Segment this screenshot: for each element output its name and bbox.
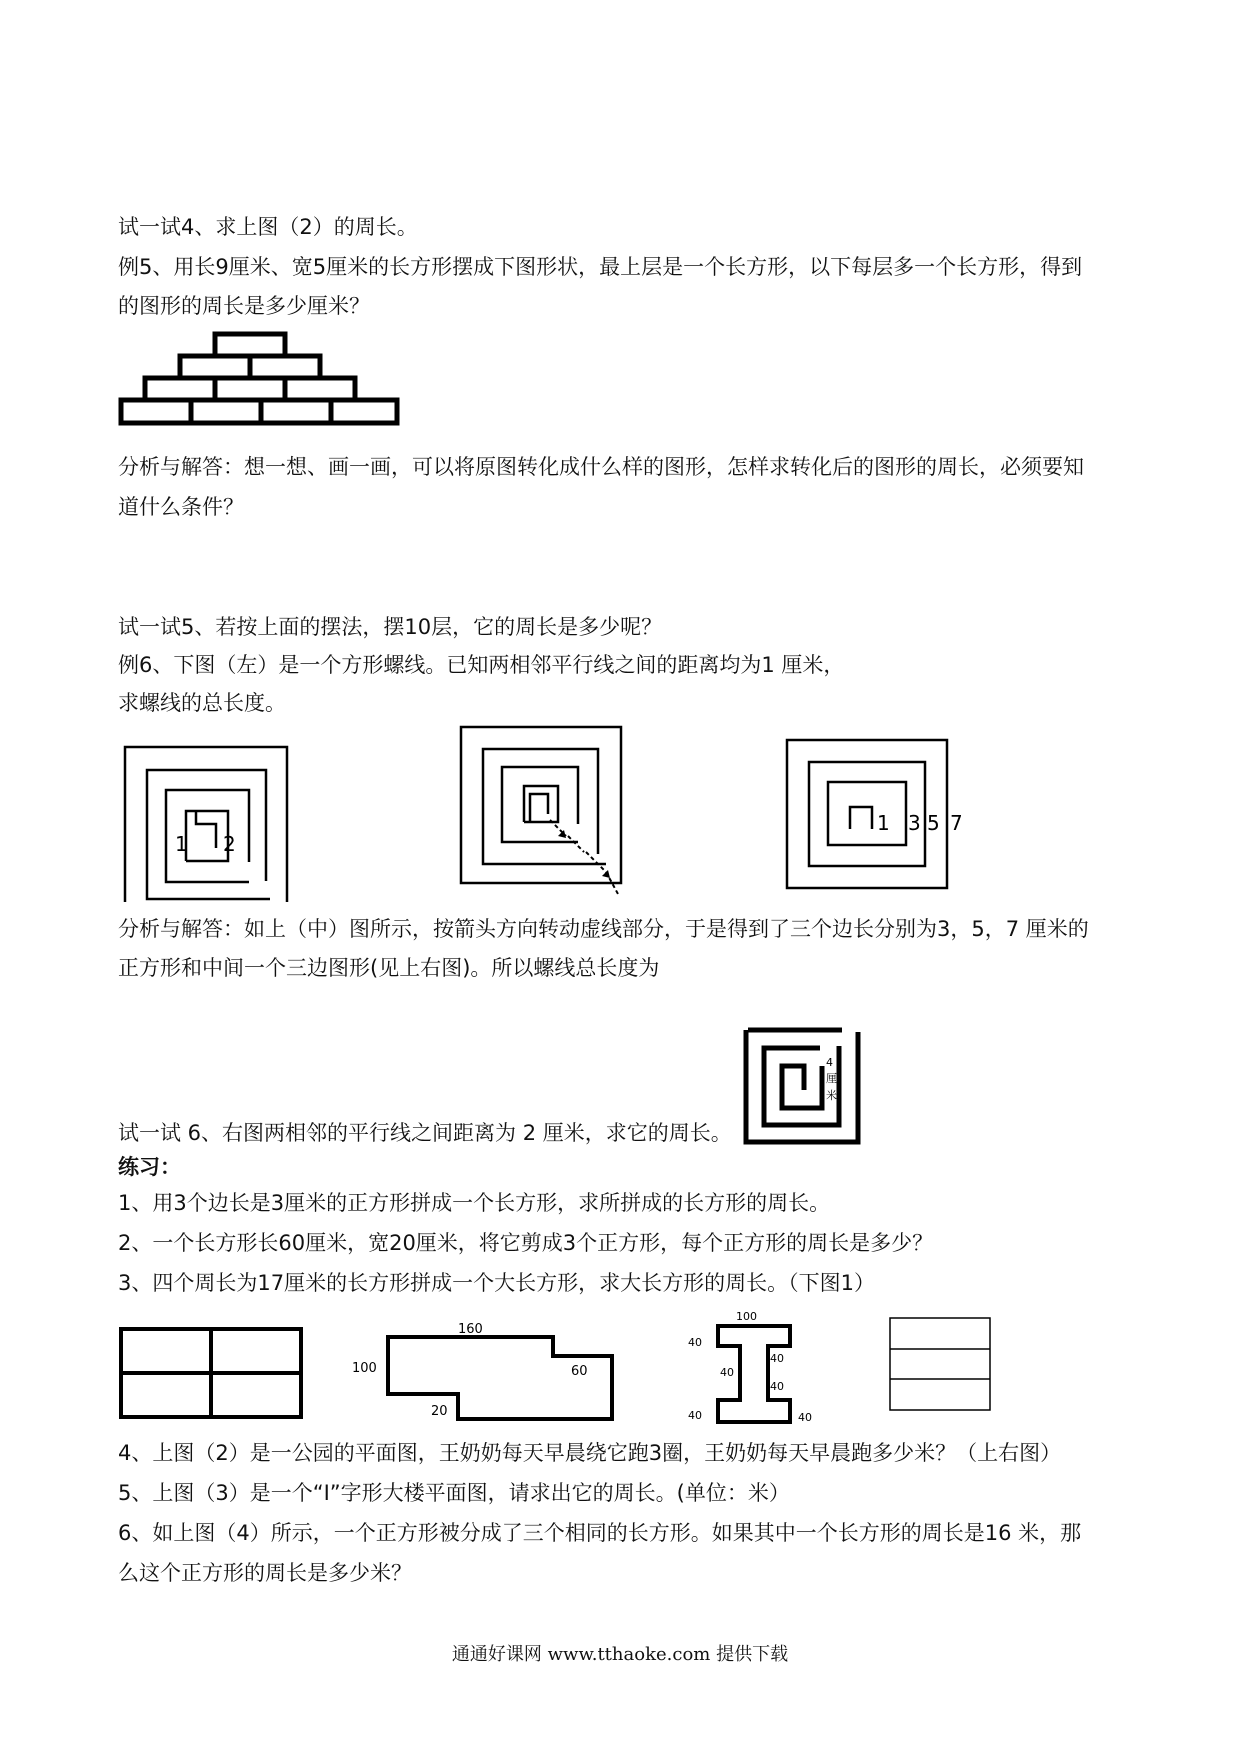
practice-2: 2、一个长方形长60厘米，宽20厘米，将它剪成3个正方形，每个正方形的周长是多少？	[118, 1231, 934, 1255]
park-label-60: 60	[571, 1364, 588, 1379]
spiral-right-label-3: 3	[908, 811, 921, 835]
practice-1: 1、用3个边长是3厘米的正方形拼成一个长方形，求所拼成的长方形的周长。	[118, 1191, 831, 1215]
practice-5: 5、上图（3）是一个“I”字形大楼平面图，请求出它的周长。(单位：米）	[118, 1481, 790, 1505]
spiral-right-figure	[784, 737, 968, 892]
spiral-middle-figure	[458, 724, 628, 902]
practice-6-line-1: 6、如上图（4）所示，一个正方形被分成了三个相同的长方形。如果其中一个长方形的周长是16 米，那	[118, 1521, 1082, 1545]
spiral-right-label-1: 1	[877, 811, 890, 835]
try5-text: 试一试5、若按上面的摆法，摆10层，它的周长是多少呢？	[118, 615, 663, 639]
example5-text-2: 的图形的周长是多少厘米？	[118, 294, 370, 318]
figure1-four-rectangles	[118, 1326, 304, 1422]
ibeam-label-40-e: 40	[688, 1409, 702, 1422]
page-footer: 通通好课网 www.tthaoke.com 提供下载	[451, 1644, 789, 1665]
spiral-right-label-7: 7	[950, 811, 963, 835]
figure2-park-plan	[348, 1316, 618, 1428]
small-spiral-label-mi: 米	[826, 1089, 837, 1102]
spiral-right-label-5: 5	[927, 811, 940, 835]
practice-4: 4、上图（2）是一公园的平面图，王奶奶每天早晨绕它跑3圈，王奶奶每天早晨跑多少米？（上右图）	[118, 1441, 1062, 1465]
analysis5-text-1: 分析与解答：想一想、画一画，可以将原图转化成什么样的图形，怎样求转化后的图形的周长，必须要知	[118, 455, 1084, 479]
example6-text-2: 求螺线的总长度。	[118, 691, 286, 715]
brick-pyramid-figure	[118, 331, 400, 427]
ibeam-label-40-d: 40	[770, 1380, 784, 1393]
example5-text-1: 例5、用长9厘米、宽5厘米的长方形摆成下图形状，最上层是一个长方形，以下每层多一个长方形，得到	[118, 255, 1083, 279]
ibeam-label-40-a: 40	[688, 1336, 702, 1349]
analysis5-text-2: 道什么条件？	[118, 495, 244, 519]
spiral-left-label-2: 2	[223, 832, 236, 856]
park-label-20: 20	[431, 1404, 448, 1419]
spiral-left-figure	[122, 744, 292, 904]
analysis6-text-2: 正方形和中间一个三边图形(见上右图)。所以螺线总长度为	[118, 956, 660, 980]
park-label-100: 100	[352, 1361, 377, 1376]
small-spiral-figure	[742, 1026, 862, 1148]
practice-6-line-2: 么这个正方形的周长是多少米？	[118, 1561, 412, 1585]
ibeam-label-100: 100	[736, 1310, 757, 1323]
park-label-160: 160	[458, 1322, 483, 1337]
practice-3: 3、四个周长为17厘米的长方形拼成一个大长方形，求大长方形的周长。（下图1）	[118, 1271, 875, 1295]
ibeam-label-40-b: 40	[770, 1352, 784, 1365]
practice-title: 练习：	[118, 1155, 181, 1179]
analysis6-text-1: 分析与解答：如上（中）图所示，按箭头方向转动虚线部分，于是得到了三个边长分别为3，5，7 厘米的	[118, 917, 1089, 941]
figure4-square-three-rectangles	[888, 1316, 992, 1412]
small-spiral-label-li: 厘	[826, 1072, 837, 1085]
example6-text-1: 例6、下图（左）是一个方形螺线。已知两相邻平行线之间的距离均为1 厘米，	[118, 653, 845, 677]
spiral-left-label-1: 1	[175, 832, 188, 856]
ibeam-label-40-c: 40	[720, 1366, 734, 1379]
figure3-i-shaped-building	[684, 1302, 824, 1432]
small-spiral-label-4: 4	[826, 1056, 833, 1069]
try6-text: 试一试 6、右图两相邻的平行线之间距离为 2 厘米，求它的周长。	[118, 1121, 732, 1145]
ibeam-label-40-f: 40	[798, 1411, 812, 1424]
try4-text: 试一试4、求上图（2）的周长。	[118, 215, 418, 239]
